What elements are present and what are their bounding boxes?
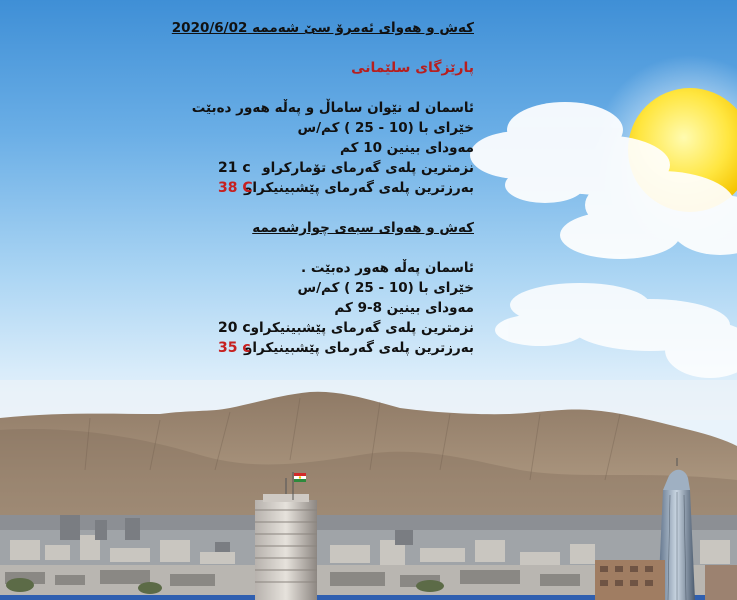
day2-min-label: نزمترین پلەی گەرمای پێشبینیکراو: [250, 320, 474, 336]
city-name: پارێزگای سلێمانی: [351, 60, 474, 76]
day2-wind: خێرای با (10 - 25 ) کم/س: [297, 280, 474, 296]
day1-min-value: 21 c: [218, 160, 251, 176]
cloud-lower: [495, 283, 737, 378]
tall-tower: [255, 478, 317, 600]
day1-min-label: نزمترین پلەی گەرمای تۆمارکراو: [262, 160, 474, 176]
day2-max-label: بەرزترین پلەی گەرمای پێشبینیکراو: [244, 340, 474, 356]
day2-heading: کەش و هەوای سبەی چوارشەممە: [252, 220, 474, 236]
day1-wind: خێرای با (10 - 25 ) کم/س: [297, 120, 474, 136]
day2-max-temp: [170, 338, 474, 358]
day2-sky: ئاسمان پەڵە هەور دەبێت .: [301, 260, 474, 276]
day2-max-value: 35 c: [218, 340, 251, 356]
day1-max-value: 38 C: [218, 180, 253, 196]
day1-visibility: مەودای بینین 10 کم: [340, 140, 474, 156]
day2-min-value: 20 c: [218, 320, 251, 336]
day2-visibility: مەودای بینین 8-9 کم: [334, 300, 474, 316]
day1-max-temp: [170, 178, 474, 198]
day2-min-temp: [170, 318, 474, 338]
day1-max-label: بەرزترین پلەی گەرمای پێشبینیکراو: [244, 180, 474, 196]
day1-heading: کەش و هەوای ئەمرۆ سێ شەممە 2020/6/02: [171, 20, 474, 36]
forecast-text-block: [170, 18, 474, 358]
day1-min-temp: [170, 158, 474, 178]
day1-sky: ئاسمان لە نێوان ساماڵ و پەڵە هەور دەبێت: [191, 100, 474, 116]
